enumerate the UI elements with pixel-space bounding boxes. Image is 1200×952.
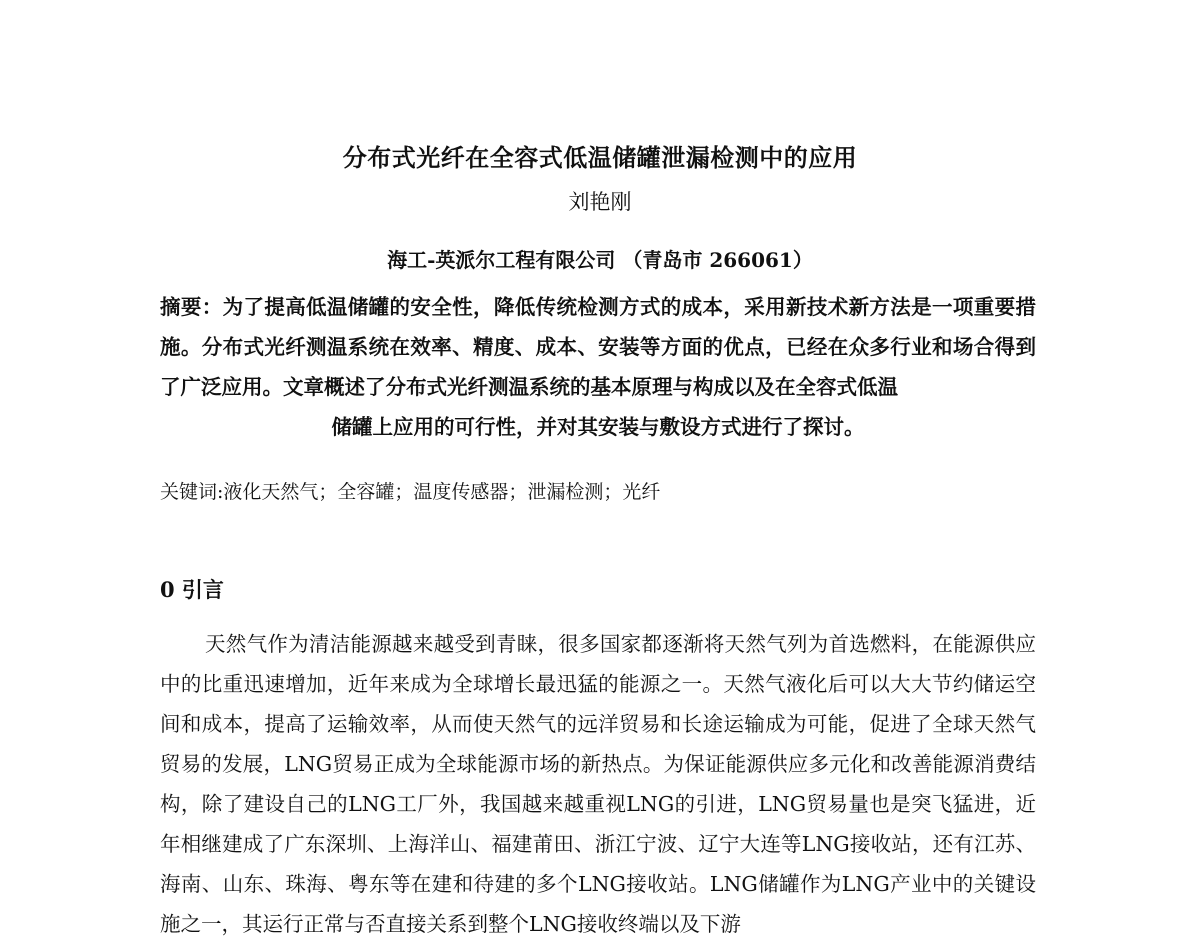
abstract [160, 287, 1036, 447]
paper-title: 分布式光纤在全容式低温储罐泄漏检测中的应用 [342, 143, 858, 172]
abstract-text: 摘要：为了提高低温储罐的安全性，降低传统检测方式的成本，采用新技术新方法是一项重要措施。分布式光纤测温系统在效率、精度、成本、安装等方面的优点，已经在众多行业和场合得到了广泛应用。文章概述了分布式光纤测温系统的基本原理与构成以及在全容式低温 [160, 295, 1036, 399]
keywords: 关键词:液化天然气；全容罐；温度传感器；泄漏检测；光纤 [160, 481, 661, 503]
paper-affiliation: 海工-英派尔工程有限公司 （青岛市 266061） [387, 248, 813, 272]
section-heading: 0 引言 [160, 577, 224, 602]
paper-author: 刘艳刚 [568, 190, 632, 214]
body-paragraph: 天然气作为清洁能源越来越受到青睐，很多国家都逐渐将天然气列为首选燃料，在能源供应中的比重迅速增加，近年来成为全球增长最迅猛的能源之一。天然气液化后可以大大节约储运空间和成本，提高了运输效率，从而使天然气的远洋贸易和长途运输成为可能，促进了全球天然气贸易的发展，LNG贸易正成为全球能源市场的新热点。为保证能源供应多元化和改善能源消费结构，除了建设自己的LNG工厂外，我国越来越重视LNG的引进，LNG贸易量也是突飞猛进，近年相继建成了广东深圳、上海洋山、福建莆田、浙江宁波、辽宁大连等LNG接收站，还有江苏、海南、山东、珠海、粤东等在建和待建的多个LNG接收站。LNG储罐作为LNG产业中的关键设施之一，其运行正常与否直接关系到整个LNG接收终端以及下游 [160, 632, 1036, 936]
abstract-last-line: 储罐上应用的可行性，并对其安装与敷设方式进行了探讨。 [331, 415, 865, 439]
